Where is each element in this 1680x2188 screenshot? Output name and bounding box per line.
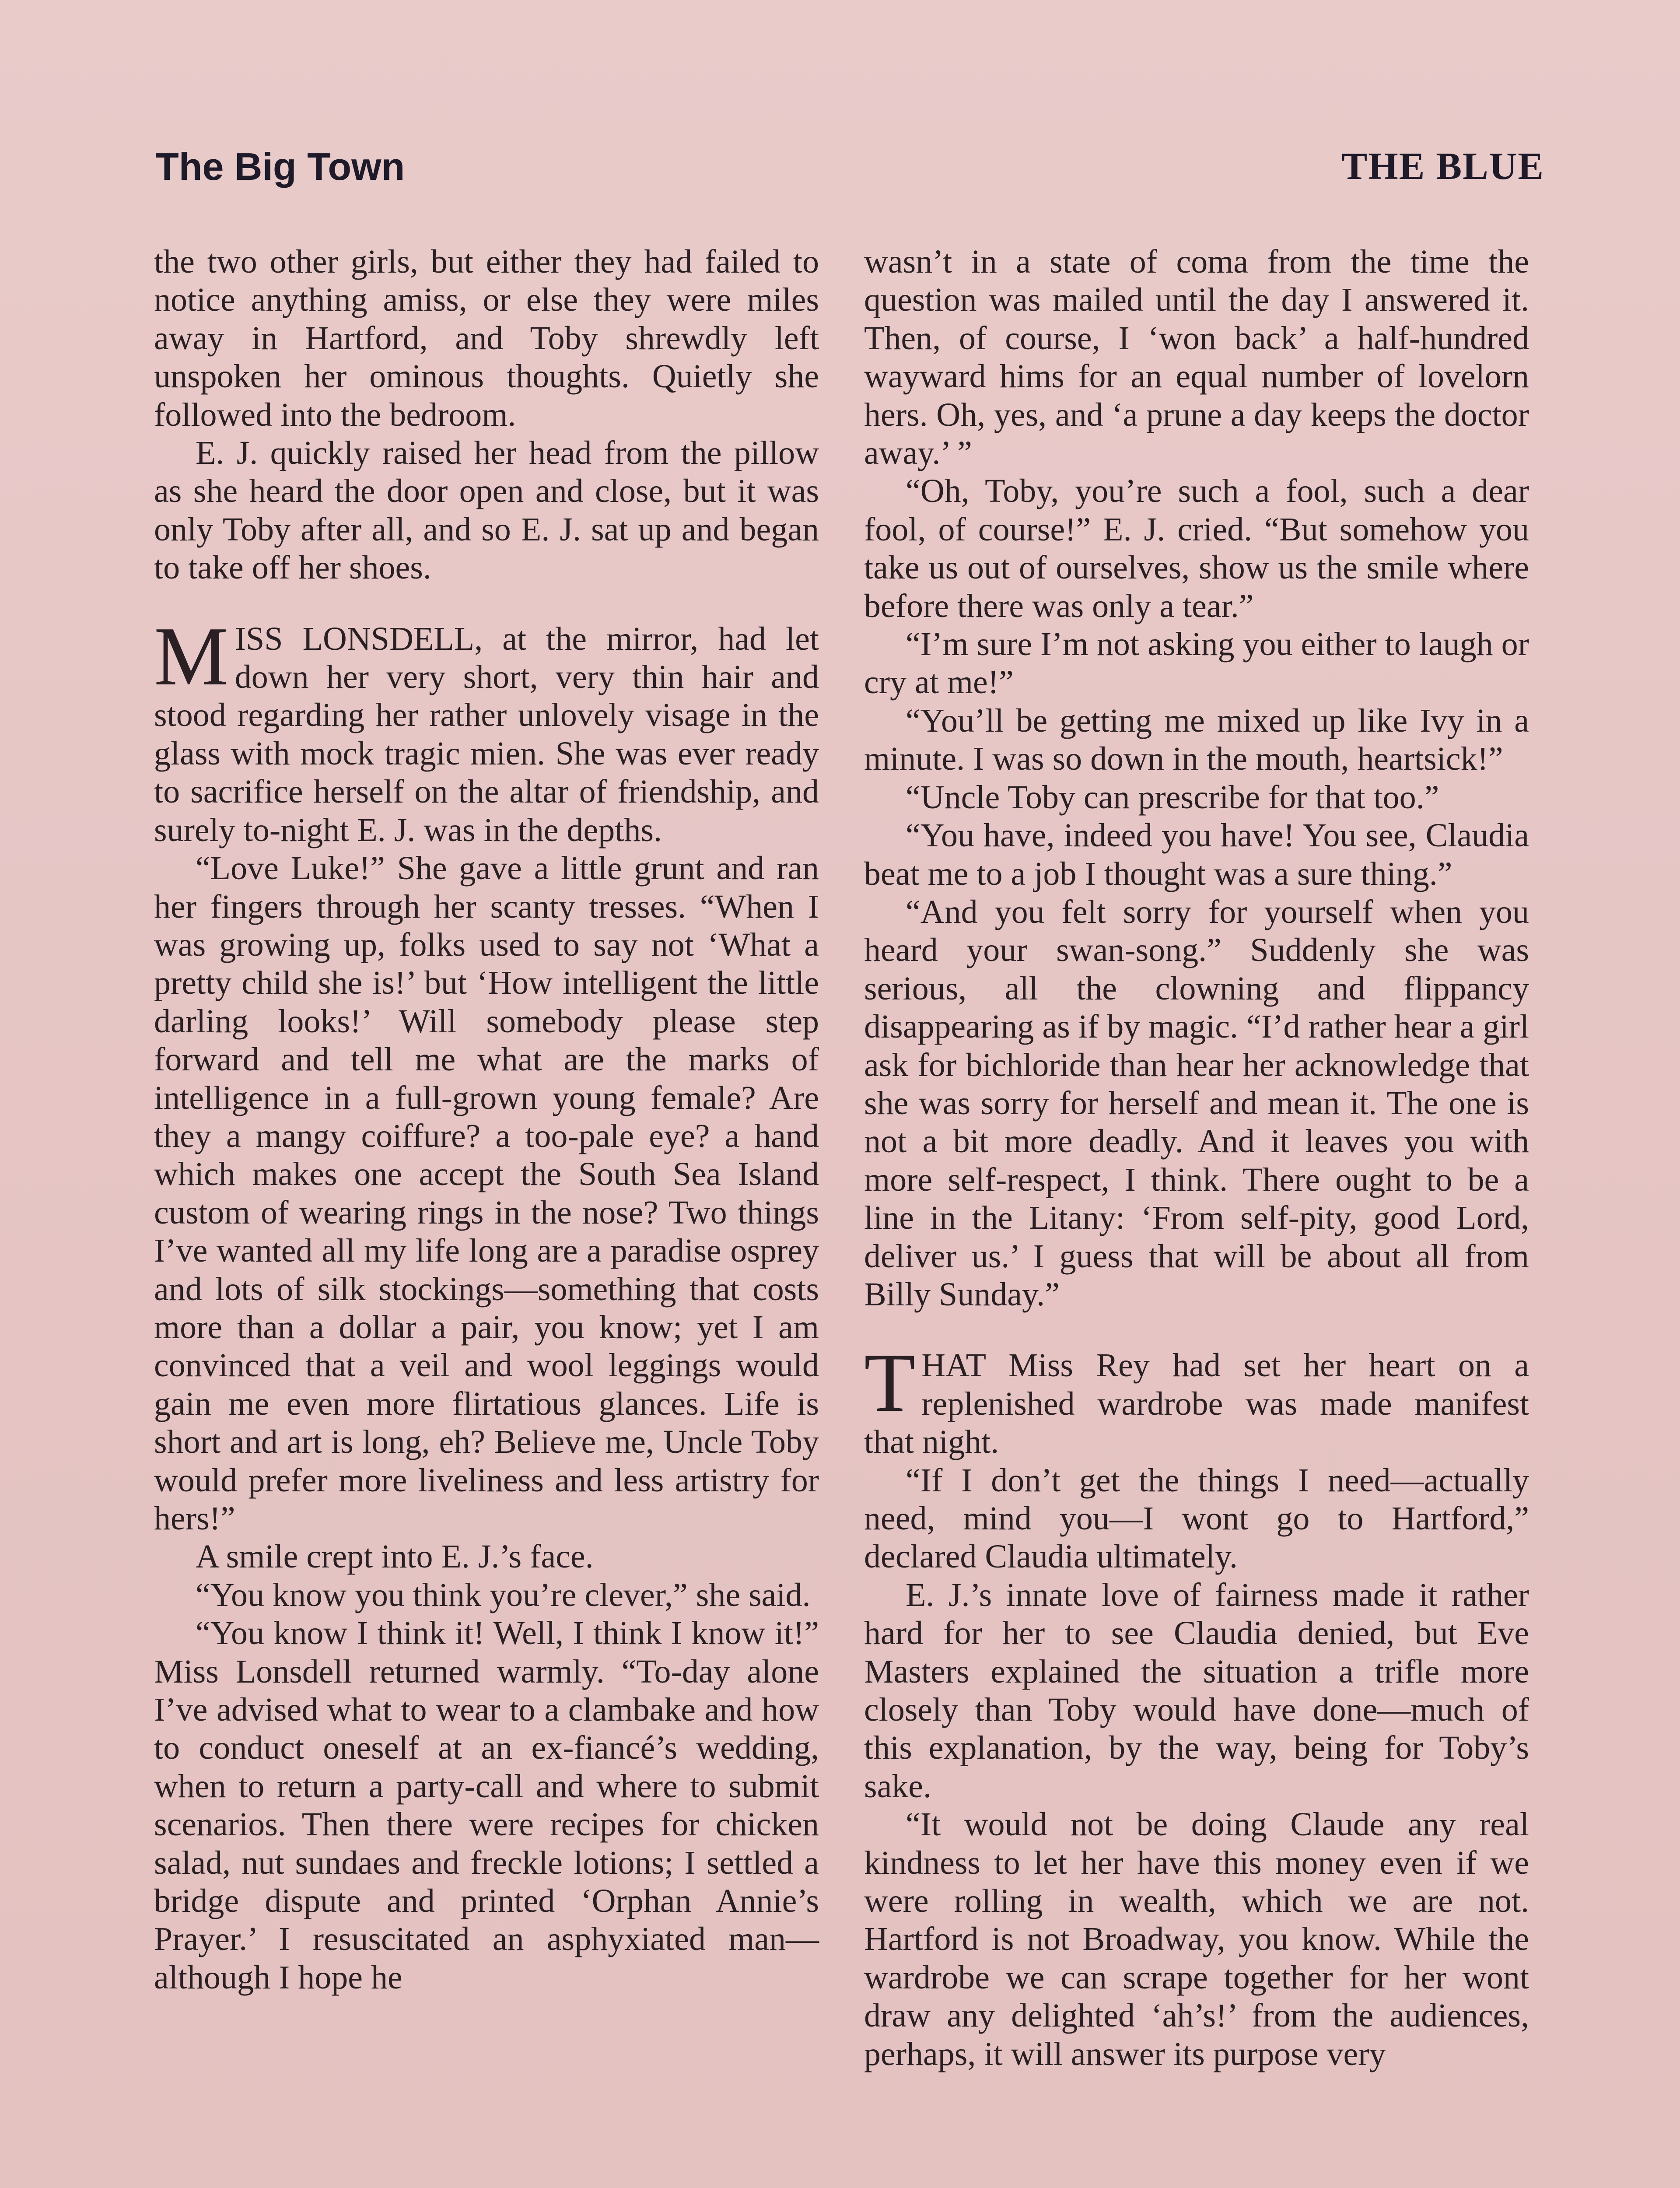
paragraph: E. J.’s innate love of fairness made it rather hard for her to see Claudia denied, but Eve Masters explained the situation a trifle more closely than Toby would have done—much of this explanation, by the way, being for Toby’s sake. bbox=[864, 1576, 1529, 1805]
paragraph: “Love Luke!” She gave a little grunt and ran her fingers through her scanty tresses. “When I was growing up, folks used to say not ‘What a pretty child she is!’ but ‘How intelligent the little darling looks!’ Will somebody please step forward and tell me what are the marks of intelligence in a full-grown young female? Are they a mangy coiffure? a too-pale eye? a hand which makes one accept the South Sea Island custom of wearing rings in the nose? Two things I’ve wanted all my life long are a paradise osprey and lots of silk stockings—something that costs more than a dollar a pair, you know; yet I am convinced that a veil and wool leggings would gain me even more flirtatious glances. Life is short and art is long, eh? Believe me, Uncle Toby would prefer more liveliness and less artistry for hers!” bbox=[154, 850, 819, 1537]
section-break bbox=[864, 1314, 1529, 1346]
left-column bbox=[154, 243, 819, 1997]
paragraph: “You’ll be getting me mixed up like Ivy in a minute. I was so down in the mouth, heartsick!” bbox=[864, 702, 1529, 778]
running-head-magazine: THE BLUE bbox=[1341, 145, 1544, 188]
paragraph: “You have, indeed you have! You see, Claudia beat me to a job I thought was a sure thing.” bbox=[864, 817, 1529, 892]
paragraph: “Uncle Toby can prescribe for that too.” bbox=[906, 778, 1439, 816]
paragraph: wasn’t in a state of coma from the time the question was mailed until the day I answered it. Then, of course, I ‘won back’ a half-hundred wayward hims for an equal number of lovelorn hers. Oh, yes, and ‘a prune a day keeps the doctor away.’ ” bbox=[864, 243, 1529, 472]
paragraph bbox=[154, 609, 819, 849]
running-head-title: The Big Town bbox=[155, 145, 405, 188]
section-break bbox=[154, 587, 819, 620]
paragraph-text: ISS LONSDELL, at the mirror, had let down her very short, very thin hair and stood regarding her rather unlovely visage in the glass with mock tragic mien. She was ever ready to sacrifice herself on the altar of friendship, and surely to-night E. J. was in the depths. bbox=[154, 620, 819, 849]
paragraph: “And you felt sorry for yourself when you heard your swan-song.” Suddenly she was serious, all the clowning and flippancy disappearing as if by magic. “I’d rather hear a girl ask for bichloride than hear her acknowledge that she was sorry for herself and mean it. The one is not a bit more deadly. And it leaves you with more self-respect, I think. There ought to be a line in the Litany: ‘From self-pity, good Lord, deliver us.’ I guess that will be about all from Billy Sunday.” bbox=[864, 893, 1529, 1313]
paragraph: “If I don’t get the things I need—actually need, mind you—I wont go to Hartford,” declared Claudia ultimately. bbox=[864, 1462, 1529, 1575]
paragraph: “It would not be doing Claude any real kindness to let her have this money even if we were rolling in wealth, which we are not. Hartford is not Broadway, you know. While the wardrobe we can scrape together for her wont draw any delighted ‘ah’s!’ from the audiences, perhaps, it will answer its purpose very bbox=[864, 1806, 1529, 2072]
paragraph: E. J. quickly raised her head from the pillow as she heard the door open and close, but it was only Toby after all, and so E. J. sat up and began to take off her shoes. bbox=[154, 435, 819, 586]
paragraph: “You know I think it! Well, I think I know it!” Miss Lonsdell returned warmly. “To-day alone I’ve advised what to wear to a clambake and how to conduct oneself at an ex-fiancé’s wedding, when to return a party-call and where to submit scenarios. Then there were recipes for chicken salad, nut sundaes and freckle lotions; I settled a bridge dispute and printed ‘Orphan Annie’s Prayer.’ I resuscitated an asphyxiated man—although I hope he bbox=[154, 1615, 819, 1996]
paragraph: “You know you think you’re clever,” she said. bbox=[196, 1576, 811, 1613]
paragraph bbox=[864, 1336, 1529, 1461]
right-column bbox=[864, 243, 1529, 2073]
drop-cap: T bbox=[864, 1336, 916, 1430]
paragraph-text: HAT Miss Rey had set her heart on a replenished wardrobe was made manifest that night. bbox=[864, 1347, 1529, 1461]
paragraph: the two other girls, but either they had failed to notice anything amiss, or else they were miles away in Hartford, and Toby shrewdly left unspoken her ominous thoughts. Quietly she followed into the bedroom. bbox=[154, 243, 819, 433]
paragraph: “I’m sure I’m not asking you either to laugh or cry at me!” bbox=[864, 626, 1529, 701]
paragraph: A smile crept into E. J.’s face. bbox=[196, 1538, 594, 1575]
drop-cap: M bbox=[154, 609, 229, 703]
paragraph: “Oh, Toby, you’re such a fool, such a dear fool, of course!” E. J. cried. “But somehow you take us out of ourselves, show us the smile where before there was only a tear.” bbox=[864, 473, 1529, 624]
